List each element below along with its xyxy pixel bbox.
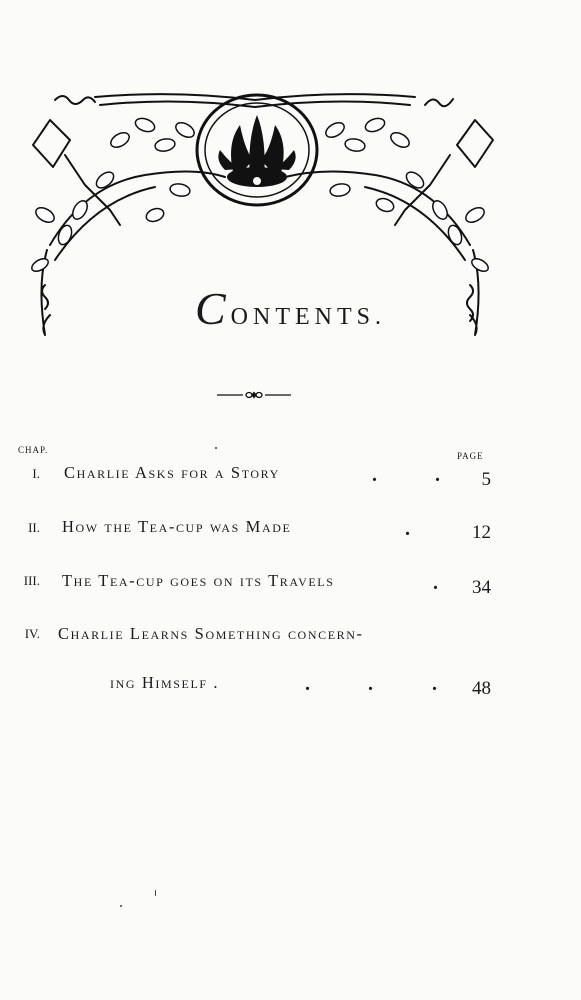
chapter-number: II. bbox=[28, 520, 40, 535]
page-title bbox=[0, 282, 581, 335]
leader-dots: . bbox=[435, 464, 440, 486]
leader-dots: . bbox=[305, 673, 310, 695]
chapter-column-header: CHAP. bbox=[18, 445, 49, 455]
diamond-rule-icon bbox=[215, 388, 293, 402]
leader-dots: . bbox=[432, 673, 437, 695]
chapter-number: I. bbox=[32, 466, 40, 481]
paper-speck bbox=[120, 905, 122, 907]
chapter-title: Charlie Learns Something concern- bbox=[58, 624, 364, 643]
chapter-number: III. bbox=[23, 573, 40, 588]
title-rest: ONTENTS. bbox=[230, 304, 386, 330]
chapter-title: Charlie Asks for a Story bbox=[64, 463, 280, 482]
page-number: 12 bbox=[472, 522, 491, 543]
leader-dots: . bbox=[433, 572, 438, 594]
paper-speck bbox=[215, 447, 217, 449]
title-initial: C bbox=[194, 283, 231, 334]
chapter-title: The Tea-cup goes on its Travels bbox=[62, 571, 335, 590]
paper-speck bbox=[155, 890, 156, 896]
chapter-title: How the Tea-cup was Made bbox=[62, 517, 292, 536]
chapter-title-continued: ing Himself . bbox=[110, 673, 220, 692]
page-column-header: PAGE bbox=[457, 451, 484, 461]
page-number: 34 bbox=[472, 577, 491, 598]
page-number: 5 bbox=[481, 469, 491, 490]
leader-dots: . bbox=[405, 518, 410, 540]
chapter-number: IV. bbox=[24, 626, 40, 641]
leader-dots: . bbox=[372, 464, 377, 486]
page-number: 48 bbox=[472, 678, 491, 699]
leader-dots: . bbox=[368, 673, 373, 695]
